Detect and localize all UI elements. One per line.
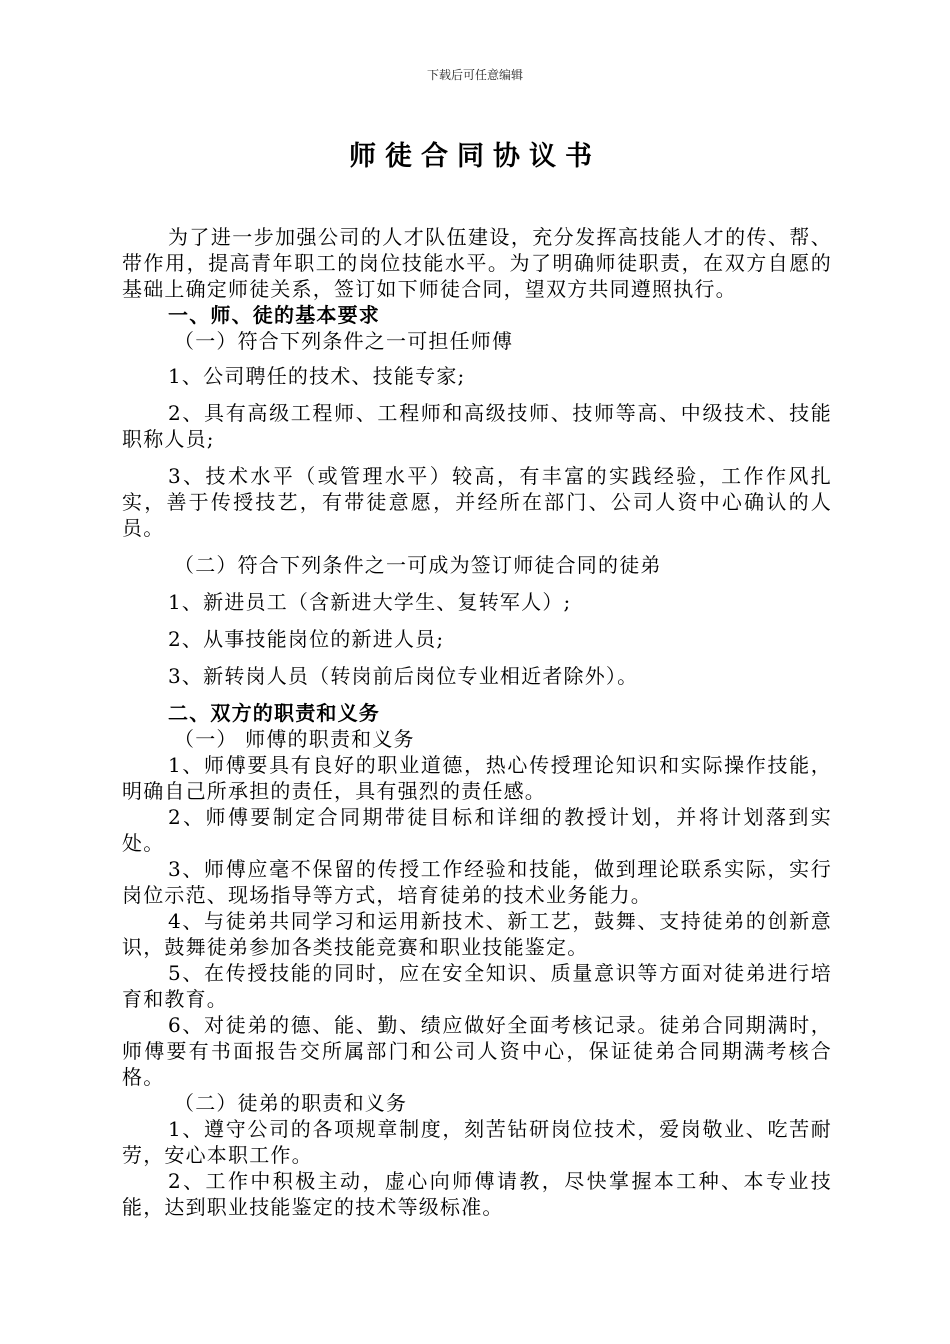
document-body xyxy=(122,224,832,1220)
list-item: 3、技术水平（或管理水平）较高，有丰富的实践经验，工作作风扎实，善于传授技艺，有带徒意愿，并经所在部门、公司人资中心确认的人员。 xyxy=(122,464,832,540)
list-item: 1、师傅要具有良好的职业道德，热心传授理论知识和实际操作技能，明确自己所承担的责任，具有强烈的责任感。 xyxy=(122,753,832,803)
list-item: 6、对徒弟的德、能、勤、绩应做好全面考核记录。徒弟合同期满时，师傅要有书面报告交所属部门和公司人资中心，保证徒弟合同期满考核合格。 xyxy=(122,1013,832,1089)
list-item: 1、遵守公司的各项规章制度，刻苦钻研岗位技术，爱岗敬业、吃苦耐劳，安心本职工作。 xyxy=(122,1117,832,1167)
section-2-part-1-heading: （一） 师傅的职责和义务 xyxy=(174,727,415,751)
list-item: 3、师傅应毫不保留的传授工作经验和技能，做到理论联系实际，实行岗位示范、现场指导等方式，培育徒弟的技术业务能力。 xyxy=(122,857,832,907)
list-item: 3、新转岗人员（转岗前后岗位专业相近者除外）。 xyxy=(168,664,639,688)
list-item: 5、在传授技能的同时，应在安全知识、质量意识等方面对徒弟进行培育和教育。 xyxy=(122,961,832,1011)
list-item: 2、从事技能岗位的新进人员; xyxy=(168,627,445,651)
section-1-heading: 一、师、徒的基本要求 xyxy=(168,303,380,327)
list-item: 2、具有高级工程师、工程师和高级技师、技师等高、中级技术、技能职称人员; xyxy=(122,401,832,451)
section-1-part-2-heading: （二）符合下列条件之一可成为签订师徒合同的徒弟 xyxy=(174,553,662,577)
document-title: 师徒合同协议书 xyxy=(349,141,601,172)
section-2-part-2-heading: （二）徒弟的职责和义务 xyxy=(174,1091,408,1115)
list-item: 4、与徒弟共同学习和运用新技术、新工艺，鼓舞、支持徒弟的创新意识，鼓舞徒弟参加各类技能竞赛和职业技能鉴定。 xyxy=(122,909,832,959)
list-item: 1、公司聘任的技术、技能专家; xyxy=(168,364,466,388)
header-note: 下载后可任意编辑 xyxy=(426,68,523,82)
list-item: 1、新进员工（含新进大学生、复转军人）; xyxy=(168,590,572,614)
section-2-heading: 二、双方的职责和义务 xyxy=(168,701,380,725)
list-item: 2、工作中积极主动，虚心向师傅请教，尽快掌握本工种、本专业技能，达到职业技能鉴定的技术等级标准。 xyxy=(122,1169,832,1219)
list-item: 2、师傅要制定合同期带徒目标和详细的教授计划，并将计划落到实处。 xyxy=(122,805,832,855)
section-1-part-1-heading: （一）符合下列条件之一可担任师傅 xyxy=(174,329,514,353)
intro-paragraph: 为了进一步加强公司的人才队伍建设，充分发挥高技能人才的传、帮、带作用，提高青年职工的岗位技能水平。为了明确师徒职责，在双方自愿的基础上确定师徒关系，签订如下师徒合同，望双方共同遵照执行。 xyxy=(122,225,832,301)
